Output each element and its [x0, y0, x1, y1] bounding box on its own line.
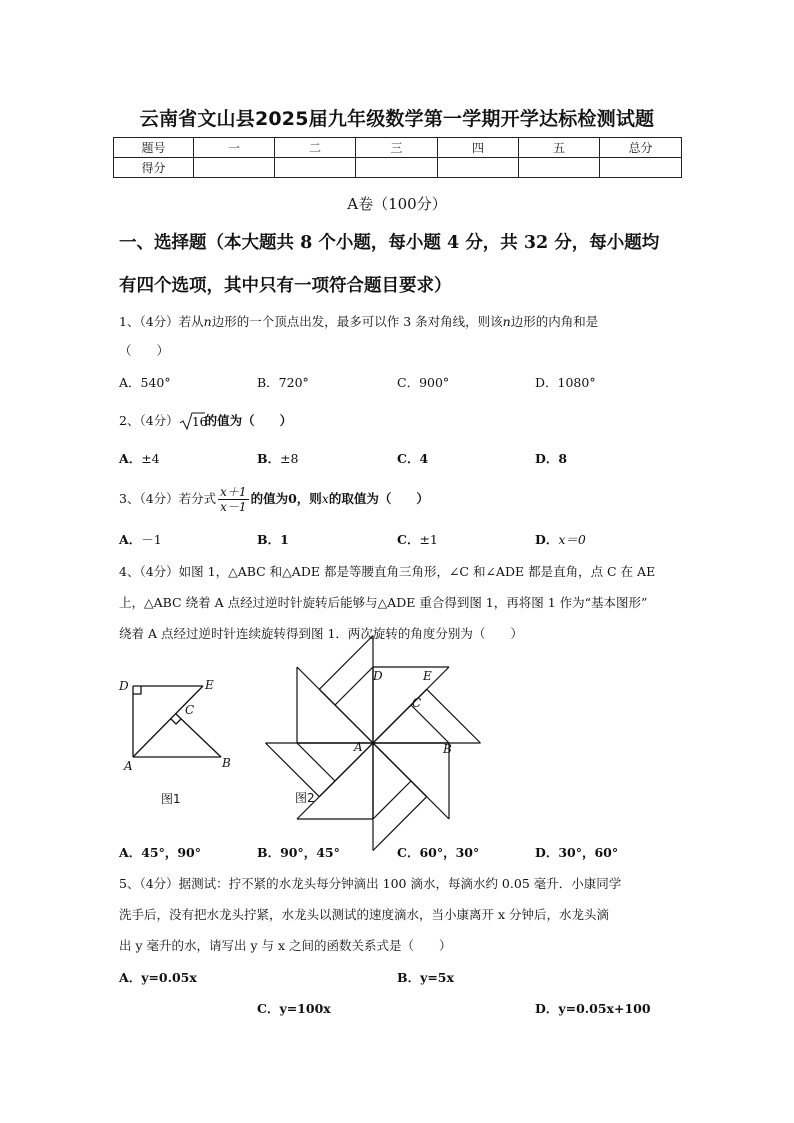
q1-var2: n: [502, 314, 511, 329]
q3-option-d[interactable]: [535, 532, 586, 548]
q5-option-c[interactable]: C．y=100x: [257, 1001, 331, 1016]
fig2-label-e: E: [423, 669, 432, 683]
q1-mid: 边形的一个顶点出发，最多可以作 3 条对角线，则该: [211, 314, 503, 329]
fig2-label-c: C: [412, 696, 422, 710]
pinwheel-edge: [266, 743, 320, 797]
q3-option-c[interactable]: [397, 532, 438, 548]
pinwheel-edge: [373, 743, 427, 797]
figure-2: [290, 655, 465, 835]
q3-frac-den: x－1: [220, 500, 247, 514]
q2-option-b-value: ±8: [280, 451, 299, 466]
fig2-caption: 图2: [295, 791, 315, 805]
fig2-label-d: D: [373, 669, 383, 683]
pinwheel-edge: [319, 636, 373, 690]
score-table-score-row: [114, 158, 682, 178]
q4-option-c[interactable]: C．60°，30°: [397, 845, 480, 860]
fig1-label-e: E: [205, 678, 214, 692]
q3-option-d-label: D．: [535, 532, 559, 547]
q5-line3: 出 y 毫升的水，请写出 y 与 x 之间的函数关系式是（ ）: [119, 938, 452, 953]
pinwheel-edge: [411, 705, 449, 743]
pinwheel-edge: [427, 689, 481, 743]
q5-line1: 5、（4分）据测试：拧不紧的水龙头每分钟滴出 100 滴水，每滴水约 0.05 毫升．小康同学: [119, 876, 622, 891]
q3-num: 3、（4分）若分式: [119, 491, 217, 506]
fig2-label-b: B: [443, 742, 452, 756]
q3-option-a[interactable]: [119, 532, 162, 548]
q3-option-b[interactable]: B．1: [257, 532, 289, 547]
q5-option-b[interactable]: B．y=5x: [397, 970, 454, 985]
volume-title: A卷（100分）: [347, 195, 447, 213]
q2-option-b-label: B．: [257, 451, 281, 466]
q3-option-c-value: ±1: [419, 532, 438, 547]
score-cell[interactable]: [600, 158, 682, 178]
q2-option-a-label: A．: [119, 451, 142, 466]
fig1-label-b: B: [222, 756, 231, 770]
q4-option-b[interactable]: B．90°，45°: [257, 845, 340, 860]
q3-option-a-value: －1: [141, 532, 162, 547]
score-cell[interactable]: [275, 158, 356, 178]
q3-fraction: [218, 485, 248, 514]
section-heading-line1: 一、选择题（本大题共 8 个小题，每小题 4 分，共 32 分，每小题均: [119, 233, 660, 253]
q1-end: 边形的内角和是: [510, 314, 599, 329]
header-cell: 二: [275, 138, 356, 158]
q4-option-a[interactable]: A．45°，90°: [119, 845, 201, 860]
score-cell[interactable]: [519, 158, 600, 178]
pinwheel-edge: [319, 689, 373, 743]
header-cell: 四: [438, 138, 519, 158]
q4-option-d[interactable]: D．30°，60°: [535, 845, 619, 860]
pinwheel-edge: [319, 743, 373, 797]
score-row-label: 得分: [114, 158, 194, 178]
question-3: [119, 485, 429, 514]
q2-option-a-value: ±4: [141, 451, 160, 466]
fig1-label-a: A: [124, 759, 133, 773]
pinwheel-edge: [373, 797, 427, 851]
header-cell: 三: [356, 138, 438, 158]
q2-num: 2、（4分）: [119, 413, 179, 428]
score-cell[interactable]: [356, 158, 438, 178]
q1-num: 1、（4分）若从: [119, 314, 204, 329]
q4-line3: 绕着 A 点经过逆时针连续旋转得到图 1．两次旋转的角度分别为（ ）: [119, 626, 523, 641]
sqrt-icon: [179, 411, 205, 431]
page-title: 云南省文山县2025届九年级数学第一学期开学达标检测试题: [139, 108, 655, 130]
q3-mid: 的值为0，则: [250, 491, 322, 506]
q2-option-d[interactable]: D．8: [535, 451, 568, 466]
question-2: [119, 411, 292, 431]
pinwheel-edge: [297, 743, 335, 781]
score-table-header-row: [114, 138, 682, 158]
q2-end: 的值为（ ）: [204, 413, 293, 428]
q5-option-a[interactable]: A．y=0.05x: [119, 970, 197, 985]
pinwheel-edge: [373, 781, 411, 819]
q1-option-c[interactable]: C．900°: [397, 375, 450, 390]
pinwheel-edge: [335, 667, 373, 705]
fig1-label-c: C: [185, 703, 195, 717]
figure-1: [115, 672, 245, 812]
header-cell: 五: [519, 138, 600, 158]
q4-line1: 4、（4分）如图 1，△ABC 和△ADE 都是等腰直角三角形，∠C 和∠ADE 都是直角，点 C 在 AE: [119, 564, 656, 579]
q2-option-c[interactable]: C．4: [397, 451, 429, 466]
q5-option-d[interactable]: D．y=0.05x+100: [535, 1001, 651, 1016]
q3-frac-num: x＋1: [220, 485, 247, 499]
question-1: [119, 314, 598, 330]
q1-option-a[interactable]: A．540°: [119, 375, 171, 390]
fig2-label-a: A: [354, 740, 363, 754]
q3-var: x: [321, 491, 329, 506]
q3-option-c-label: C．: [397, 532, 420, 547]
q3-option-d-value: x＝0: [558, 532, 586, 547]
score-table: [113, 137, 682, 178]
score-cell[interactable]: [194, 158, 275, 178]
q3-option-a-label: A．: [119, 532, 142, 547]
q2-option-a[interactable]: [119, 451, 160, 467]
q2-option-b[interactable]: [257, 451, 299, 467]
q3-end: 的取值为（ ）: [328, 491, 429, 506]
fig1-caption: 图1: [161, 792, 181, 806]
fig1-label-d: D: [119, 679, 129, 693]
section-heading-line2: 有四个选项，其中只有一项符合题目要求）: [119, 276, 452, 296]
q1-var: n: [203, 314, 212, 329]
q1-option-b[interactable]: B．720°: [257, 375, 309, 390]
q5-line2: 洗手后，没有把水龙头拧紧，水龙头以测试的速度滴水，当小康离开 x 分钟后，水龙头滴: [119, 907, 609, 922]
q1-option-d[interactable]: D．1080°: [535, 375, 596, 390]
header-cell: 一: [194, 138, 275, 158]
score-cell[interactable]: [438, 158, 519, 178]
q4-line2: 上，△ABC 绕着 A 点经过逆时针旋转后能够与△ADE 重合得到图 1，再将图 1 作为“基本图形”: [119, 595, 648, 610]
header-cell: 总分: [600, 138, 682, 158]
q1-paren: （ ）: [119, 343, 170, 358]
header-cell: 题号: [114, 138, 194, 158]
q2-radicand: 16: [191, 415, 207, 429]
